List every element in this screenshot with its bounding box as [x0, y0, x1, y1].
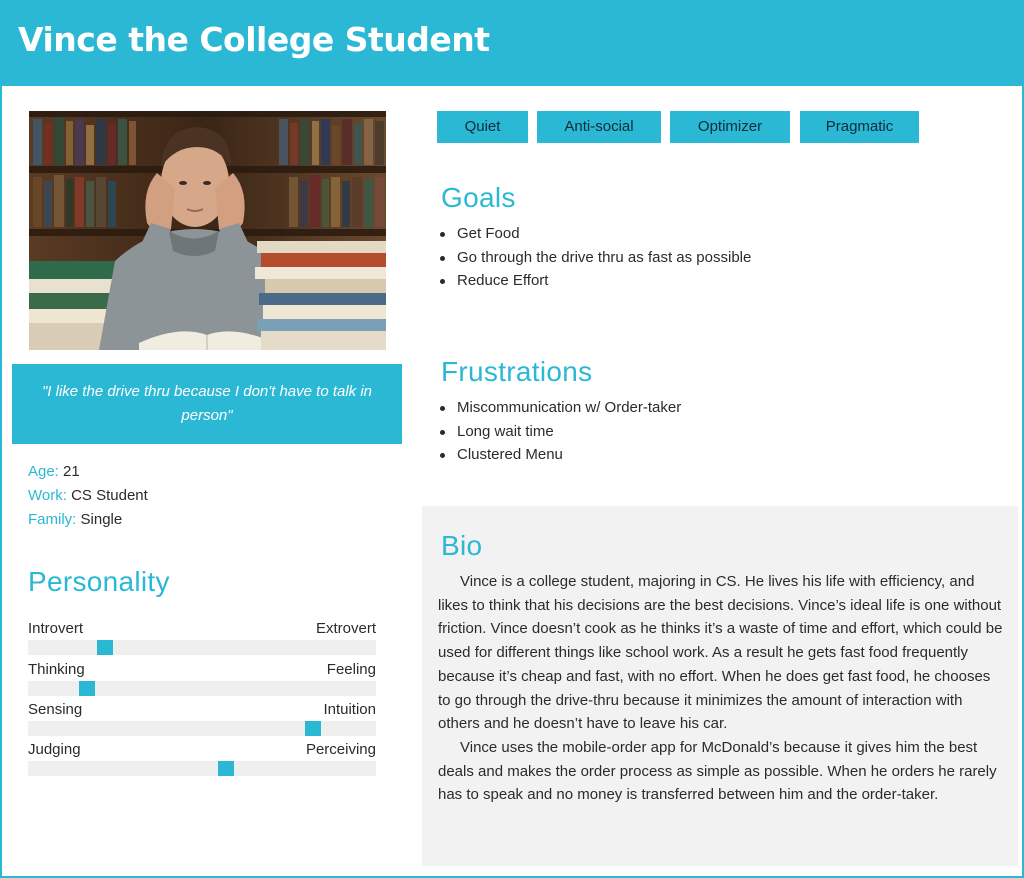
- trait-introvert-extrovert: [28, 620, 376, 660]
- trait-right-label: Feeling: [326, 661, 376, 678]
- goals-heading: Goals: [441, 182, 516, 213]
- frustrations-list: [457, 396, 681, 467]
- list-item: Get Food: [457, 222, 751, 246]
- trait-slider-track: [28, 640, 376, 655]
- trait-thinking-feeling: [28, 661, 376, 701]
- trait-left-label: Judging: [28, 741, 81, 758]
- persona-quote: "I like the drive thru because I don't have to talk in person": [12, 364, 402, 444]
- bio-text: [438, 570, 1004, 807]
- fact-age: [28, 460, 148, 484]
- page-header: [0, 0, 1024, 86]
- bio-heading: Bio: [441, 530, 483, 561]
- trait-slider-marker: [79, 681, 95, 696]
- tag-anti-social: Anti-social: [537, 111, 661, 143]
- trait-slider-marker: [305, 721, 321, 736]
- bio-paragraph: Vince uses the mobile-order app for McDonald’s because it gives him the best deals and makes the order process as simple as possible. When he orders he rarely has to speak and no money is transferred between him and the order-taker.: [438, 738, 997, 804]
- fact-label: Family:: [28, 511, 77, 528]
- bio-panel: [422, 506, 1018, 866]
- trait-slider-track: [28, 721, 376, 736]
- frustrations-heading: Frustrations: [441, 356, 593, 387]
- list-item: Reduce Effort: [457, 269, 751, 293]
- list-item: Go through the drive thru as fast as possible: [457, 246, 751, 270]
- list-item: Clustered Menu: [457, 443, 681, 467]
- persona-photo: [29, 111, 386, 350]
- trait-judging-perceiving: [28, 741, 376, 781]
- trait-left-label: Introvert: [28, 620, 84, 637]
- goals-list: [457, 222, 751, 293]
- trait-slider-marker: [218, 761, 234, 776]
- fact-label: Age:: [28, 463, 59, 480]
- fact-label: Work:: [28, 487, 67, 504]
- trait-left-label: Sensing: [28, 701, 83, 718]
- list-item: Miscommunication w/ Order-taker: [457, 396, 681, 420]
- trait-right-label: Extrovert: [315, 620, 376, 637]
- trait-slider-track: [28, 681, 376, 696]
- fact-value: Single: [80, 511, 123, 528]
- fact-value: 21: [63, 463, 80, 480]
- trait-slider-marker: [97, 640, 113, 655]
- tag-quiet: Quiet: [437, 111, 528, 143]
- trait-left-label: Thinking: [28, 661, 85, 678]
- persona-facts: [28, 460, 148, 532]
- personality-heading: Personality: [28, 566, 170, 597]
- trait-right-label: Intuition: [323, 701, 376, 718]
- trait-slider-track: [28, 761, 376, 776]
- tag-optimizer: Optimizer: [670, 111, 790, 143]
- tag-pragmatic: Pragmatic: [800, 111, 919, 143]
- fact-work: [28, 484, 148, 508]
- list-item: Long wait time: [457, 420, 681, 444]
- fact-value: CS Student: [71, 487, 148, 504]
- bio-paragraph: Vince is a college student, majoring in CS. He lives his life with efficiency, and likes to think that his decisions are the best decisions. Vince’s ideal life is one without friction. Vince doesn’t cook as he thinks it’s a waste of time and effort, which could be used for different things like school work. As a result he gets fast food frequently because it’s cheap and fast, with no effort. When he does get fast food, he chooses to go through the drive-thru because it minimizes the amount of interaction with others and he doesn’t have to leave his car.: [438, 573, 1003, 733]
- page-title: Vince the College Student: [18, 20, 490, 59]
- fact-family: [28, 508, 148, 532]
- trait-sensing-intuition: [28, 701, 376, 741]
- trait-right-label: Perceiving: [305, 741, 376, 758]
